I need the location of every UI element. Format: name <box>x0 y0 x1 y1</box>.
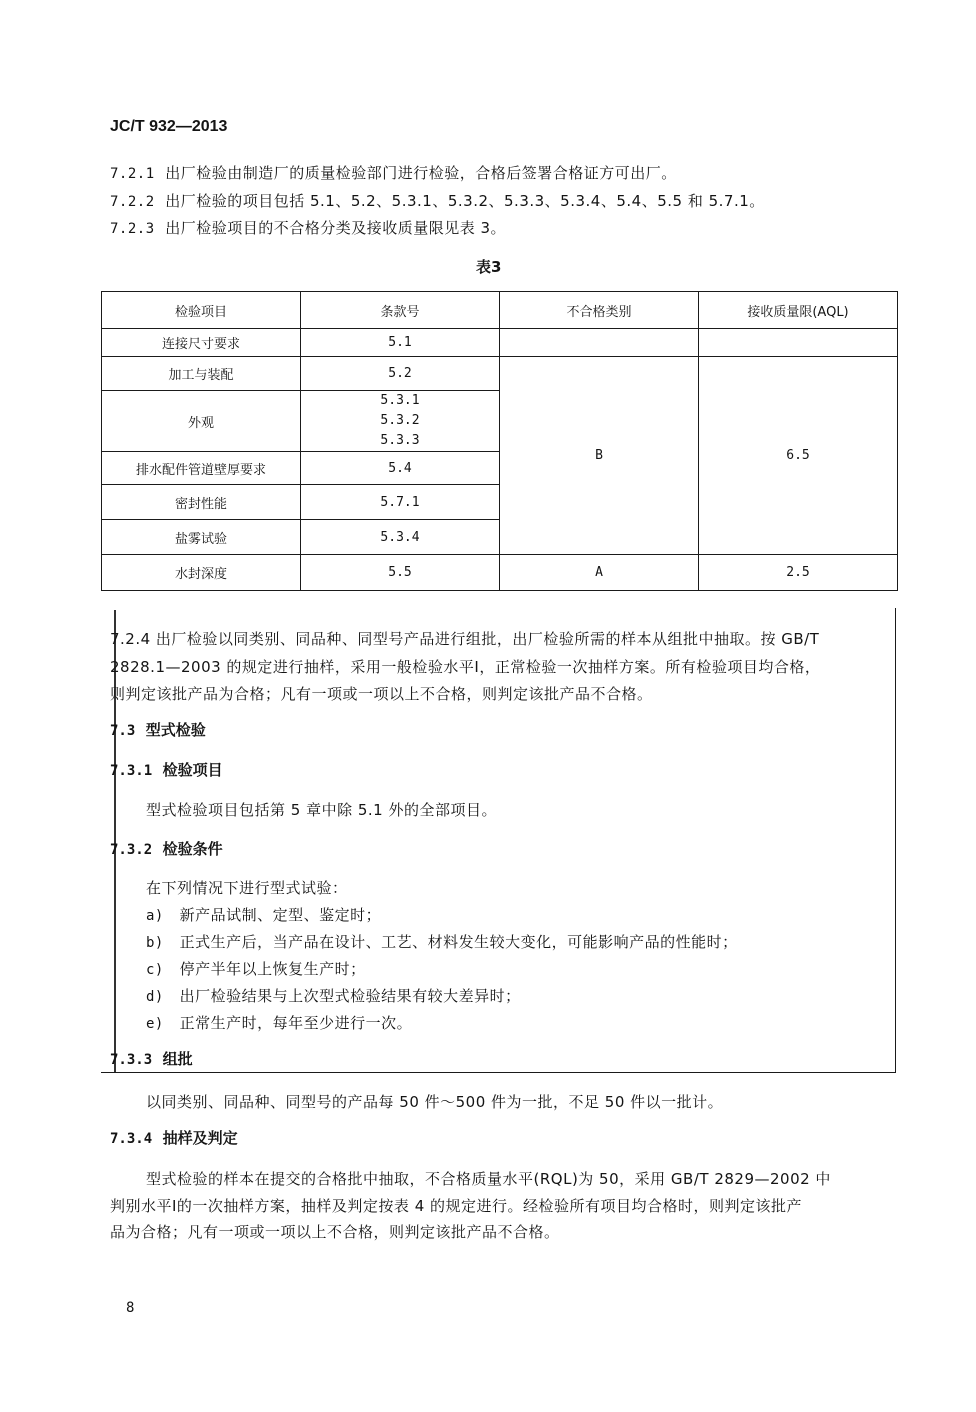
table-row <box>102 555 898 591</box>
standard-code-header: JC/T 932—2013 <box>110 118 228 135</box>
inspection-table <box>101 291 898 591</box>
table-header-row <box>102 292 898 329</box>
list-item: e) 正常生产时，每年至少进行一次。 <box>146 1014 413 1032</box>
clause-7-2-1: 7.2.1 出厂检验由制造厂的质量检验部门进行检验，合格后签署合格证方可出厂。 <box>110 164 677 182</box>
clause-7-3-4-line2: 判别水平Ⅰ的一次抽样方案，抽样及判定按表 4 的规定进行。经检验所有项目均合格时，则判定该批产 <box>110 1197 803 1215</box>
aql-b-cell: 6.5 <box>699 357 898 555</box>
clause-7-2-4-line3: 则判定该批产品为合格；凡有一项或一项以上不合格，则判定该批产品不合格。 <box>110 685 653 703</box>
table-row <box>102 329 898 357</box>
category-a-cell: A <box>500 555 699 591</box>
list-item: d) 出厂检验结果与上次型式检验结果有较大差异时； <box>146 987 521 1005</box>
page-number: 8 <box>126 1300 135 1316</box>
clause-7-2-4-line2: 2828.1—2003 的规定进行抽样，采用一般检验水平Ⅰ，正常检验一次抽样方案。所有检验项目均合格， <box>110 658 821 676</box>
clause-7-2-4-line1: 7.2.4 出厂检验以同类别、同品种、同型号产品进行组批，出厂检验所需的样本从组批中抽取。按 GB/T <box>110 630 820 648</box>
list-item: c) 停产半年以上恢复生产时； <box>146 960 366 978</box>
list-item: b) 正式生产后，当产品在设计、工艺、材料发生较大变化，可能影响产品的性能时； <box>146 933 738 951</box>
clause-cell: 5.1 <box>301 329 500 357</box>
category-b-cell: B <box>500 357 699 555</box>
col-header-clause: 条款号 <box>301 292 500 329</box>
item-cell: 外观 <box>102 391 301 452</box>
item-cell: 密封性能 <box>102 485 301 520</box>
clause-7-3-4-line1: 型式检验的样本在提交的合格批中抽取，不合格质量水平(RQL)为 50，采用 GB/T 2829—2002 中 <box>146 1170 831 1188</box>
item-cell: 盐雾试验 <box>102 520 301 555</box>
item-cell: 水封深度 <box>102 555 301 591</box>
clause-7-2-3: 7.2.3 出厂检验项目的不合格分类及接收质量限见表 3。 <box>110 219 507 237</box>
empty-cell <box>699 329 898 357</box>
item-cell: 加工与装配 <box>102 357 301 391</box>
item-cell: 排水配件管道壁厚要求 <box>102 452 301 485</box>
section-7-3-heading: 7.3 型式检验 <box>110 721 206 739</box>
list-item: a) 新产品试制、定型、鉴定时； <box>146 906 382 924</box>
clause-cell: 5.4 <box>301 452 500 485</box>
clause-7-3-1-body: 型式检验项目包括第 5 章中除 5.1 外的全部项目。 <box>146 801 497 819</box>
clause-7-2-2: 7.2.2 出厂检验的项目包括 5.1、5.2、5.3.1、5.3.2、5.3.3、5.3.4、5.4、5.5 和 5.7.1。 <box>110 192 765 210</box>
clause-7-3-2-intro: 在下列情况下进行型式试验： <box>146 879 348 897</box>
clause-cell: 5.5 <box>301 555 500 591</box>
clause-7-3-4-line3: 品为合格；凡有一项或一项以上不合格，则判定该批产品不合格。 <box>110 1223 560 1241</box>
clause-7-3-1-heading: 7.3.1 检验项目 <box>110 761 223 779</box>
clause-7-3-3-body: 以同类别、同品种、同型号的产品每 50 件～500 件为一批，不足 50 件以一批计。 <box>146 1093 724 1111</box>
table-caption: 表3 <box>476 258 502 276</box>
col-header-item: 检验项目 <box>102 292 301 329</box>
clause-cell: 5.3.1 5.3.2 5.3.3 <box>301 391 500 452</box>
clause-cell: 5.2 <box>301 357 500 391</box>
table-row <box>102 357 898 391</box>
clause-cell: 5.3.4 <box>301 520 500 555</box>
clause-7-3-4-heading: 7.3.4 抽样及判定 <box>110 1129 238 1147</box>
item-cell: 连接尺寸要求 <box>102 329 301 357</box>
col-header-category: 不合格类别 <box>500 292 699 329</box>
clause-cell: 5.7.1 <box>301 485 500 520</box>
aql-a-cell: 2.5 <box>699 555 898 591</box>
col-header-aql: 接收质量限(AQL) <box>699 292 898 329</box>
clause-7-3-3-heading: 7.3.3 组批 <box>110 1050 193 1068</box>
empty-cell <box>500 329 699 357</box>
clause-7-3-2-heading: 7.3.2 检验条件 <box>110 840 223 858</box>
